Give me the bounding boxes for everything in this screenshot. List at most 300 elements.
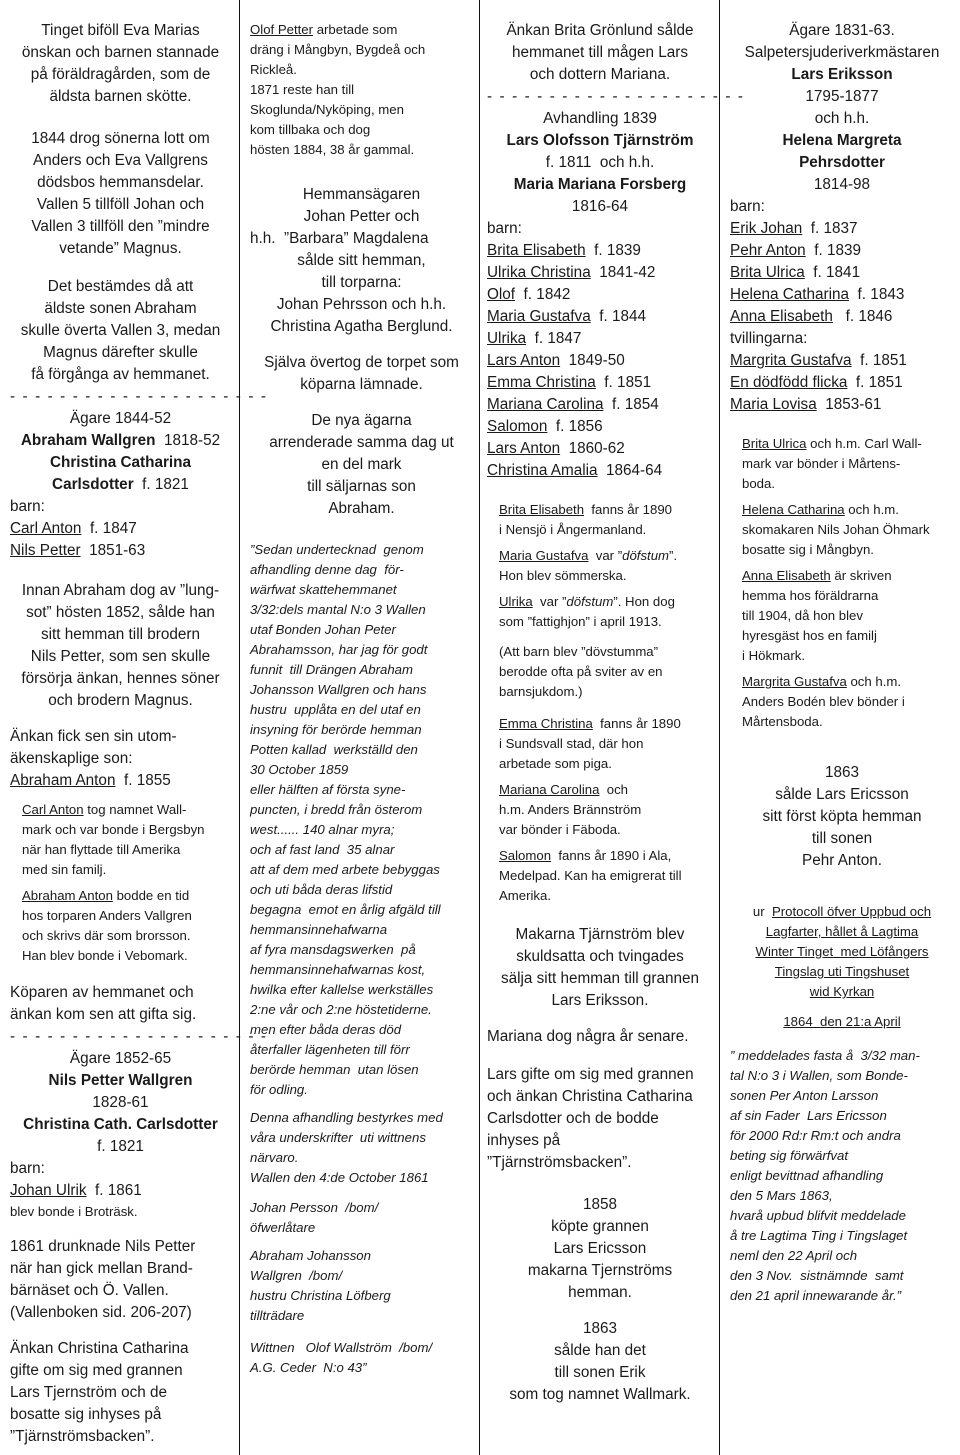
quote-line: den 3 Nov. sistnämnde samt	[730, 1268, 904, 1283]
quote-line: funnit till Drängen Abraham	[250, 662, 413, 677]
text-line: äldsta barnen skötte.	[49, 88, 192, 105]
text-line: makarna Tjernströms	[527, 1262, 673, 1279]
child-info: 1849-50	[560, 352, 625, 369]
wife-born: f. 1821	[142, 476, 189, 493]
widow-paragraph	[10, 1338, 231, 1448]
child-info: f. 1846	[832, 308, 893, 325]
quote-line: sonen Per Anton Larsson	[730, 1088, 879, 1103]
dashed-divider: - - - - - - - - - - - - - - - - - - - - -	[10, 1028, 268, 1045]
quote-line: 2:ne vår och 2:ne höstetiderne.	[250, 1002, 432, 1017]
quote-line: för odling.	[250, 1082, 308, 1097]
wife-surname: Carlsdotter	[52, 476, 134, 493]
owner-years: 1818-52	[163, 432, 221, 449]
hemman-paragraph	[250, 184, 473, 338]
owner-name: Nils Petter Wallgren	[48, 1072, 193, 1089]
owner-years: 1828-61	[92, 1094, 149, 1111]
contract-quote	[250, 540, 473, 1378]
text-line: sålde Lars Ericsson	[775, 786, 909, 803]
note-text: arbetade som	[313, 22, 398, 37]
wife-years: 1816-64	[571, 198, 629, 215]
note-name: Brita Elisabeth	[499, 502, 585, 517]
twins-label: tvillingarna:	[730, 330, 808, 347]
child-entry	[487, 328, 713, 350]
note-line: med sin familj.	[22, 862, 107, 877]
note-text: var ”	[588, 548, 623, 563]
source-title: Protocoll öfver Uppbud och	[771, 904, 932, 919]
note-line: Skoglunda/Nyköping, men	[250, 102, 404, 117]
note-line: Medelpad. Kan ha emigrerat till	[499, 868, 682, 883]
note-text: var ”	[532, 594, 567, 609]
signature-line: öfwerlåtare	[250, 1220, 316, 1235]
text-line: Lars gifte om sig med grannen	[487, 1066, 694, 1083]
child-name: Carl Anton	[10, 520, 82, 537]
quote-line: eller hälften af första syne-	[250, 782, 406, 797]
text-line: försörja änkan, hennes söner	[21, 670, 220, 687]
text-line: Lars Tjernström och de	[10, 1384, 168, 1401]
note-line: boda.	[742, 476, 776, 491]
note-name: Emma Christina	[499, 716, 593, 731]
note-line	[22, 800, 231, 820]
column-1	[0, 0, 268, 1455]
text-line: bosatte sig inhyses på	[10, 1406, 162, 1423]
note-line	[742, 500, 954, 520]
child-entry	[487, 350, 713, 372]
wife-surname: Pehrsdotter	[799, 154, 885, 171]
note-line: hyresgäst hos en familj	[742, 628, 877, 643]
child-info: f. 1847	[526, 330, 582, 347]
quote-line: hustru upplåta en del utaf en	[250, 702, 421, 717]
quote-line: den 5 Mars 1863,	[730, 1188, 833, 1203]
note-name: Anna Elisabeth	[742, 568, 831, 583]
text-line: Christina Agatha Berglund.	[270, 318, 453, 335]
text-line: som tog namnet Wallmark.	[509, 1386, 691, 1403]
text-line: Hemmansägaren	[302, 186, 421, 203]
barn-label: barn:	[10, 1160, 45, 1177]
note-line: Han blev bonde i Vebomark.	[22, 948, 188, 963]
quote-line: wärfwat skattehemmanet	[250, 582, 397, 597]
quote-line: men efter båda deras död	[250, 1022, 402, 1037]
child-name: Ulrika Christina	[487, 264, 591, 281]
child-entry	[730, 394, 954, 416]
text-line: Lars Ericsson	[553, 1240, 647, 1257]
child-info: f. 1855	[123, 772, 171, 789]
note-line: barnsjukdom.)	[499, 684, 583, 699]
quote-line: af sin Fader Lars Ericsson	[730, 1108, 887, 1123]
child-info: 1864-64	[597, 462, 663, 479]
child-info: 1853-61	[816, 396, 882, 413]
child-entry	[487, 262, 713, 284]
intro-paragraph	[10, 20, 231, 108]
owner-role: Salpetersjuderiverkmästaren	[744, 44, 940, 61]
quote-line: west...... 140 alnar myra;	[250, 822, 395, 837]
quote-line: Johansson Wallgren och hans	[250, 682, 427, 697]
child-entry	[730, 218, 954, 240]
text-line: få förgånga av hemmanet.	[31, 366, 210, 383]
child-entry	[487, 416, 713, 438]
text-line: Själva övertog de torpet som	[264, 354, 459, 371]
child-name: Abraham Anton	[10, 772, 116, 789]
column-4	[720, 0, 960, 1455]
quote-line: Wallen den 4:de October 1861	[250, 1170, 429, 1185]
text-line: gifte om sig med grannen	[10, 1362, 183, 1379]
text-line: (Vallenboken sid. 206-207)	[10, 1304, 192, 1321]
quote-line: och af fast land 35 alnar	[250, 842, 395, 857]
child-name: Olof	[487, 286, 516, 303]
note-name: Salomon	[499, 848, 552, 863]
text-line: 1858	[582, 1196, 618, 1213]
text-line: dödsbos hemmansdelar.	[37, 174, 204, 191]
note-text: ”. Hon dog	[613, 594, 675, 609]
decision-paragraph	[10, 276, 231, 386]
note-line	[499, 592, 713, 612]
child-info: f. 1841	[804, 264, 861, 281]
text-line: sitt först köpta hemman	[762, 808, 922, 825]
text-line: Nils Petter, som sen skulle	[30, 648, 211, 665]
text-line: Pehr Anton.	[802, 852, 882, 869]
note-name: Brita Ulrica	[742, 436, 807, 451]
note-line: i Sundsvall stad, där hon	[499, 736, 644, 751]
child-name: Johan Ulrik	[10, 1182, 87, 1199]
source-line: Tingslag uti Tingshuset	[774, 964, 910, 979]
note-line: skomakaren Nils Johan Öhmark	[742, 522, 930, 537]
text-line: Tinget biföll Eva Marias	[41, 22, 200, 39]
child-entry	[10, 540, 231, 562]
quote-line: för 2000 Rd:r Rm:t och andra	[730, 1128, 901, 1143]
note-name: Olof Petter	[250, 22, 314, 37]
note-line: var bönder i Fäboda.	[499, 822, 621, 837]
signature-line: Wallgren /bom/	[250, 1268, 343, 1283]
text-line: Anders och Eva Vallgrens	[33, 152, 208, 169]
text-line: ”Tjärnströmsbacken”.	[487, 1154, 632, 1171]
owner-title: Avhandling 1839	[543, 110, 657, 127]
quote-line: af fyra mansdagswerken på	[250, 942, 416, 957]
column-3	[480, 0, 745, 1455]
quote-line: enligt bevittnad afhandling	[730, 1168, 884, 1183]
child-entry	[730, 240, 954, 262]
note-line	[742, 434, 954, 454]
text-line: skuldsatta och tvingades	[516, 948, 684, 965]
text-line: ”Tjärnströmsbacken”.	[10, 1428, 155, 1445]
wife-name: Christina Catharina	[49, 454, 192, 471]
text-line: 1861 drunknade Nils Petter	[10, 1238, 196, 1255]
note-line	[742, 566, 954, 586]
wife-name: Helena Margreta	[782, 132, 902, 149]
text-line: sålde han det	[554, 1342, 646, 1359]
child-name: Maria Lovisa	[730, 396, 817, 413]
note-line	[22, 886, 231, 906]
makarna-paragraph	[487, 924, 713, 1012]
text-line: Johan Pehrsson och h.h.	[276, 296, 447, 313]
text-line: äkenskaplige son:	[10, 750, 133, 767]
text-line: på föräldragården, som de	[30, 66, 211, 83]
text-line: äldste sonen Abraham	[44, 300, 197, 317]
quote-line: hwilka efter kallelse werkställes	[250, 982, 434, 997]
note-line: dräng i Mångbyn, Bygdeå och	[250, 42, 426, 57]
note-text: och h.m.	[846, 674, 902, 689]
note-line: och skrivs där som brorsson.	[22, 928, 191, 943]
child-entry	[487, 284, 713, 306]
note-line: hemma hos föräldrarna	[742, 588, 879, 603]
child-entry	[487, 372, 713, 394]
child-name: En dödfödd flicka	[730, 374, 848, 391]
owner-name: Lars Eriksson	[791, 66, 893, 83]
note-line: kom tillbaka och dog	[250, 122, 371, 137]
text-line: önskan och barnen stannade	[21, 44, 220, 61]
quote-line: våra underskrifter uti wittnens	[250, 1130, 426, 1145]
text-line: bärnäset och Ö. Vallen.	[10, 1282, 169, 1299]
text-line: vetande” Magnus.	[59, 240, 182, 257]
text-line: sålde sitt hemman,	[297, 252, 426, 269]
note-line: som ”fattighjon” i april 1913.	[499, 614, 662, 629]
quote-line: insyning för berörde hemman	[250, 722, 422, 737]
note-line: bosatte sig i Mångbyn.	[742, 542, 874, 557]
child-info: f. 1856	[547, 418, 603, 435]
owner-1852-block	[10, 1048, 231, 1222]
note-text: döfstum	[622, 548, 670, 563]
text-line: Änkan Brita Grönlund sålde	[506, 22, 694, 39]
note-line	[742, 672, 954, 692]
source-line: wid Kyrkan	[809, 984, 875, 999]
barn-label: barn:	[10, 498, 45, 515]
text-line: sitt hemman till brodern	[41, 626, 200, 643]
protocol-source	[730, 902, 954, 1032]
quote-line: å tre Lagtima Ting i Tingslaget	[730, 1228, 908, 1243]
note-line: i Hökmark.	[742, 648, 806, 663]
child-info: f. 1839	[585, 242, 641, 259]
note-line: mark var bönder i Mårtens-	[742, 456, 901, 471]
note-text: döfstum	[566, 594, 614, 609]
text-line: Innan Abraham dog av ”lung-	[21, 582, 220, 599]
quote-line: 3/32:dels mantal N:o 3 Wallen	[250, 602, 426, 617]
child-info: 1851-63	[89, 542, 146, 559]
koparen-paragraph	[10, 982, 231, 1026]
wife-line	[10, 474, 231, 496]
text-line: skulle överta Vallen 3, medan	[20, 322, 221, 339]
text-line: Makarna Tjärnström blev	[515, 926, 685, 943]
wife-born: f. 1821	[97, 1138, 144, 1155]
note-line: när han flyttade till Amerika	[22, 842, 181, 857]
quote-line: Abrahamsson, har jag för godt	[250, 642, 428, 657]
wife-name: Maria Mariana Forsberg	[513, 176, 687, 193]
child-name: Margrita Gustafva	[730, 352, 852, 369]
child-name: Lars Anton	[487, 440, 561, 457]
child-name: Brita Elisabeth	[487, 242, 586, 259]
text-line: hemman.	[568, 1284, 632, 1301]
source-prefix: ur	[752, 904, 772, 919]
olof-petter-note	[250, 20, 473, 160]
note-name: Mariana Carolina	[499, 782, 600, 797]
child-name: Brita Ulrica	[730, 264, 805, 281]
note-text: tog namnet Wall-	[83, 802, 187, 817]
signature-line: Johan Persson /bom/	[250, 1200, 379, 1215]
note-name: Helena Catharina	[742, 502, 845, 517]
text-line: 1844 drog sönerna lott om	[31, 130, 210, 147]
note-line	[499, 500, 713, 520]
note-line	[499, 846, 713, 866]
nya-agarna-paragraph	[250, 410, 473, 520]
note-name: Margrita Gustafva	[742, 674, 847, 689]
note-line: (Att barn blev ”dövstumma”	[499, 644, 659, 659]
quote-line: 30 October 1859	[250, 762, 349, 777]
child-info: f. 1843	[849, 286, 905, 303]
note-line: Mårtensboda.	[742, 714, 823, 729]
text-line: och brodern Magnus.	[48, 692, 193, 709]
text-line: köparna lämnade.	[300, 376, 423, 393]
text-line: när han gick mellan Brand-	[10, 1260, 193, 1277]
y1863-paragraph	[730, 762, 954, 872]
child-entry	[487, 438, 713, 460]
child-info: f. 1851	[851, 352, 907, 369]
child-name: Helena Catharina	[730, 286, 850, 303]
text-line: De nya ägarna	[311, 412, 412, 429]
child-name: Maria Gustafva	[487, 308, 591, 325]
child-info: f. 1847	[89, 520, 137, 537]
note-line: till 1904, då hon blev	[742, 608, 863, 623]
quote-line: Denna afhandling bestyrkes med	[250, 1110, 443, 1125]
signature-line: hustru Christina Löfberg	[250, 1288, 391, 1303]
child-entry	[487, 306, 713, 328]
text-line: hemmanet till mågen Lars	[512, 44, 688, 61]
text-line: Abraham.	[328, 500, 395, 517]
owner-name: Abraham Wallgren	[20, 432, 156, 449]
ankan-paragraph	[10, 726, 231, 792]
quote-line: närvaro.	[250, 1150, 299, 1165]
note-line: berodde ofta på sviter av en	[499, 664, 663, 679]
owner-1844-block	[10, 408, 231, 562]
owner-line	[10, 430, 231, 452]
note-text: fanns år 1890	[592, 716, 681, 731]
quote-line: och uti båda deras lifstid	[250, 882, 393, 897]
text-line: till säljarnas son	[307, 478, 416, 495]
child-name: Pehr Anton	[730, 242, 806, 259]
children-notes	[730, 434, 954, 732]
child-entry	[10, 770, 231, 792]
note-line	[499, 780, 713, 800]
text-line: Lars Eriksson.	[551, 992, 649, 1009]
text-line: änkan kom sen att gifta sig.	[10, 1006, 197, 1023]
child-name: Christina Amalia	[487, 462, 598, 479]
barn-label: barn:	[730, 198, 765, 215]
witness-line: Wittnen Olof Wallström /bom/	[250, 1340, 433, 1355]
source-line: Winter Tinget med Löfångers	[755, 944, 929, 959]
signature-line: Abraham Johansson	[250, 1248, 371, 1263]
text-line: Johan Petter och	[303, 208, 420, 225]
quote-line: afhandling denne dag för-	[250, 562, 404, 577]
text-line: till sonen Erik	[554, 1364, 646, 1381]
child-name: Mariana Carolina	[487, 396, 604, 413]
note-line: Rickleå.	[250, 62, 297, 77]
note-line: i Nensjö i Ångermanland.	[499, 522, 647, 537]
note-line: hos torparen Anders Vallgren	[22, 908, 192, 923]
y1863-paragraph	[487, 1318, 713, 1406]
quote-line: begagna emot en årlig afgäld till	[250, 902, 441, 917]
child-info: f. 1851	[595, 374, 652, 391]
child-entry	[487, 460, 713, 482]
child-entry	[730, 350, 954, 372]
text-line: sälja sitt hemman till grannen	[500, 970, 700, 987]
note-line: hösten 1884, 38 år gammal.	[250, 142, 415, 157]
owner-born: f. 1811 och h.h.	[545, 154, 655, 171]
quote-line: ” meddelades fasta å 3/32 man-	[730, 1048, 920, 1063]
text-line: Det bestämdes då att	[47, 278, 194, 295]
note-text: och h.m.	[844, 502, 899, 517]
note-line: Amerika.	[499, 888, 552, 903]
note-text: är skriven	[830, 568, 892, 583]
child-info: 1860-62	[560, 440, 625, 457]
note-text: bodde en tid	[112, 888, 190, 903]
text-line: 1863	[824, 764, 860, 781]
children-notes	[487, 500, 713, 906]
barn-label: barn:	[487, 220, 522, 237]
quote-line: utaf Bonden Johan Peter	[250, 622, 396, 637]
text-line: Änkan Christina Catharina	[10, 1340, 189, 1357]
carl-anton-note	[10, 800, 231, 880]
child-entry	[10, 518, 231, 540]
text-line: en del mark	[321, 456, 402, 473]
child-info: 1841-42	[590, 264, 656, 281]
child-entry	[487, 394, 713, 416]
source-date: 1864 den 21:a April	[783, 1014, 901, 1029]
text-line: och änkan Christina Catharina	[487, 1088, 693, 1105]
child-name: Anna Elisabeth	[730, 308, 833, 325]
owner-1831-block	[730, 20, 954, 416]
wife-years: 1814-98	[813, 176, 871, 193]
abraham-anton-note	[10, 886, 231, 966]
quote-line: beting sig förwärfvat	[730, 1148, 849, 1163]
wife-name: Christina Cath. Carlsdotter	[23, 1116, 218, 1133]
note-line: arbetade som piga.	[499, 756, 612, 771]
child-info: f. 1861	[95, 1182, 142, 1199]
note-line: h.m. Anders Brännström	[499, 802, 642, 817]
y1858-paragraph	[487, 1194, 713, 1304]
text-line: till torparna:	[321, 274, 402, 291]
child-info: f. 1837	[802, 220, 858, 237]
child-entry	[730, 284, 954, 306]
child-name: Nils Petter	[10, 542, 81, 559]
owner-1839-block	[487, 108, 713, 482]
quote-line: Potten kallad werkställd den	[250, 742, 418, 757]
dashed-divider: - - - - - - - - - - - - - - - - - - - - -	[10, 388, 268, 405]
note-name: Maria Gustafva	[499, 548, 589, 563]
text-line: till sonen	[811, 830, 873, 847]
child-name: Lars Anton	[487, 352, 561, 369]
source-line	[730, 902, 954, 922]
source-line: Lagfarter, hållet å Lagtima	[765, 924, 919, 939]
quote-line: berörde hemman utan lösen	[250, 1062, 419, 1077]
child-entry	[730, 262, 954, 284]
signature-line: tillträdare	[250, 1308, 305, 1323]
note-line: 1871 reste han till	[250, 82, 355, 97]
child-info: f. 1839	[805, 242, 861, 259]
mariana-line: Mariana dog några år senare.	[487, 1028, 689, 1045]
sjalva-paragraph	[250, 352, 473, 396]
note-name: Carl Anton	[22, 802, 84, 817]
child-name: Erik Johan	[730, 220, 803, 237]
text-line: inhyses på	[487, 1132, 561, 1149]
text-line: Vallen 3 tillföll den ”mindre	[31, 218, 210, 235]
note-text: fanns år 1890 i Ala,	[551, 848, 672, 863]
quote-line: hemmansinnehafwarna	[250, 922, 388, 937]
text-line: Vallen 5 tillföll Johan och	[36, 196, 205, 213]
child-name: Ulrika	[487, 330, 527, 347]
child-entry	[10, 1180, 231, 1202]
quote-line: den 21 april innewarande år.”	[730, 1288, 902, 1303]
child-name: Salomon	[487, 418, 548, 435]
witness-line: A.G. Ceder N:o 43”	[250, 1360, 367, 1375]
owner-years: 1795-1877	[805, 88, 879, 105]
note-line	[499, 546, 713, 566]
child-info: f. 1851	[847, 374, 903, 391]
